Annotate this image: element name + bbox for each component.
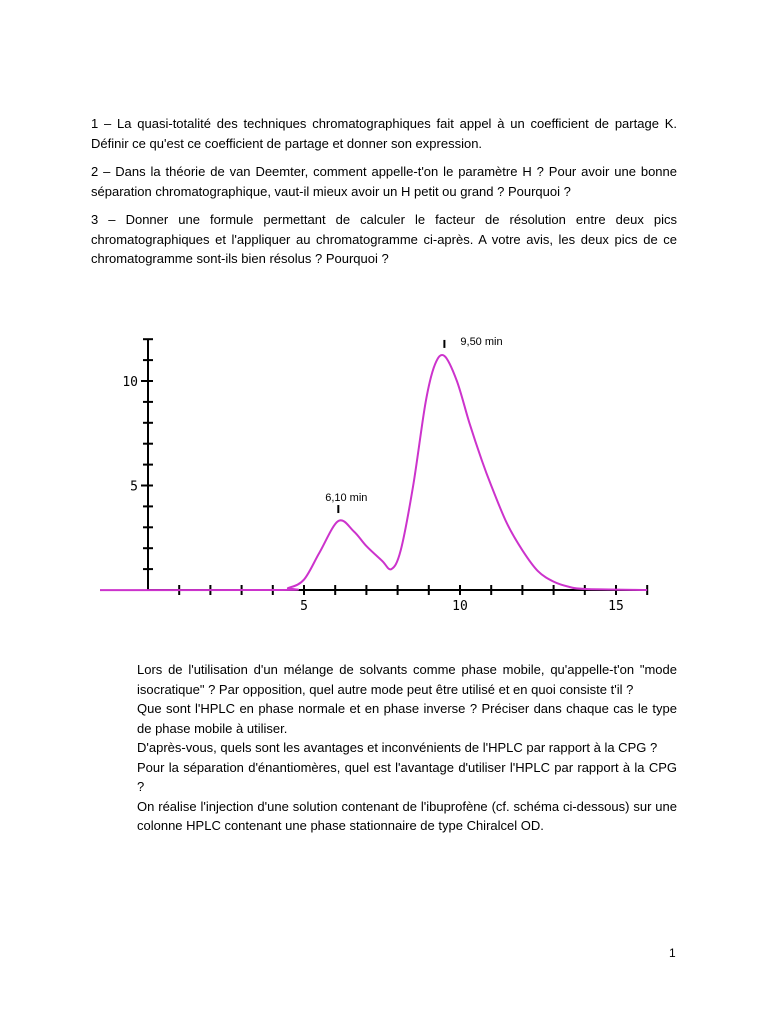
peak-label: 6,10 min xyxy=(325,492,368,505)
question-1: 1 – La quasi-totalité des techniques chromatographiques fait appel à un coefficient de partage K. Définir ce qu'est ce coefficient de partage et donner son expression. xyxy=(91,116,677,151)
list-item: On réalise l'injection d'une solution contenant de l'ibuprofène (cf. schéma ci-dessous) sur une colonne HPLC contenant une phase stationnaire de type Chiralcel OD. xyxy=(137,798,677,833)
x-tick-label: 10 xyxy=(452,599,468,614)
list-item: D'après-vous, quels sont les avantages et inconvénients de l'HPLC par rapport à la CPG ? xyxy=(137,740,658,755)
y-tick-label: 10 xyxy=(122,375,138,390)
question-3: 3 – Donner une formule permettant de calculer le facteur de résolution entre deux pics chromatographiques et l'appliquer au chromatogramme ci-après. A votre avis, les deux pics de ce chromatogramme sont-ils bien résolus ? Pourquoi ? xyxy=(91,212,677,266)
question-2: 2 – Dans la théorie de van Deemter, comment appelle-t'on le paramètre H ? Pour avoir une bonne séparation chromatographique, vaut-il mieux avoir un H petit ou grand ? Pourquoi ? xyxy=(91,164,677,199)
x-tick-label: 15 xyxy=(608,599,624,614)
list-item: Que sont l'HPLC en phase normale et en phase inverse ? Préciser dans chaque cas le type de phase mobile à utiliser. xyxy=(137,701,677,736)
peak-label: 9,50 min xyxy=(460,335,503,348)
y-tick-label: 5 xyxy=(130,479,138,495)
series-line xyxy=(100,355,647,590)
list-item: Pour la séparation d'énantiomères, quel est l'avantage d'utiliser l'HPLC par rapport à la CPG ? xyxy=(137,759,677,794)
x-tick-label: 5 xyxy=(300,599,308,614)
page-number: 1 xyxy=(669,946,676,960)
question-list xyxy=(137,660,677,836)
chromatogram-chart xyxy=(100,330,660,620)
list-item: Lors de l'utilisation d'un mélange de solvants comme phase mobile, qu'appelle-t'on "mode isocratique" ? Par opposition, quel autre mode peut être utilisé et en quoi consiste t'il ? xyxy=(137,662,677,697)
